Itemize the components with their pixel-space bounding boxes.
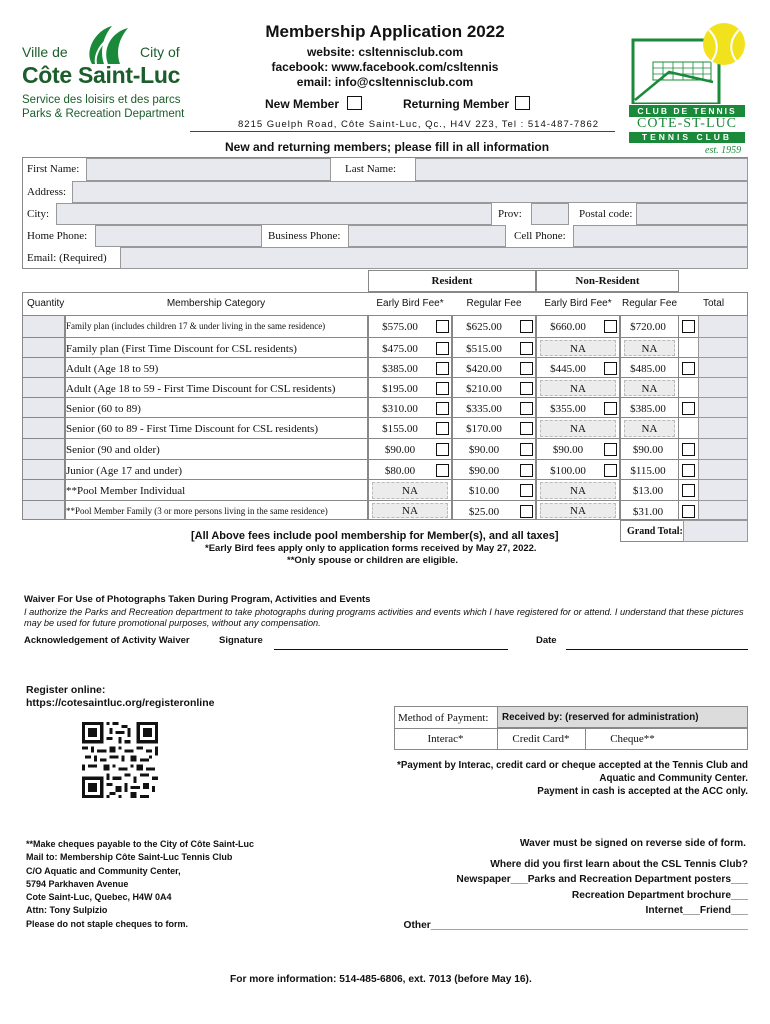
- row-total-input[interactable]: [698, 398, 748, 418]
- price-checkbox[interactable]: [436, 464, 449, 477]
- new-member-label: New Member: [265, 97, 340, 111]
- price-checkbox[interactable]: [520, 422, 533, 435]
- date-line[interactable]: [566, 637, 748, 650]
- membership-category: Senior (60 to 89): [66, 403, 141, 415]
- returning-member-checkbox[interactable]: [515, 96, 530, 110]
- price-checkbox[interactable]: [436, 402, 449, 415]
- price-value: $170.00: [466, 423, 502, 435]
- credit-card-option[interactable]: Credit Card*: [512, 733, 570, 745]
- price-value: $80.00: [384, 465, 416, 477]
- price-value: $575.00: [382, 321, 418, 333]
- nonres-early-header: Early Bird Fee*: [544, 298, 612, 309]
- quantity-input[interactable]: [23, 338, 65, 357]
- membership-category: Senior (60 to 89 - First Time Discount for CSL residents): [66, 423, 318, 435]
- price-checkbox[interactable]: [520, 443, 533, 456]
- quantity-input[interactable]: [23, 398, 65, 417]
- home-phone-input[interactable]: [95, 225, 262, 247]
- price-value: $210.00: [466, 383, 502, 395]
- signature-label: Signature: [219, 635, 263, 646]
- price-value: $660.00: [550, 321, 586, 333]
- membership-category: Senior (90 and older): [66, 444, 160, 456]
- grand-total-input[interactable]: [683, 520, 748, 542]
- quantity-input[interactable]: [23, 378, 65, 397]
- instructions: New and returning members; please fill in all information: [225, 140, 550, 154]
- price-checkbox[interactable]: [436, 422, 449, 435]
- price-na: NA: [372, 503, 448, 518]
- city-name: Côte Saint-Luc: [22, 62, 181, 88]
- price-checkbox[interactable]: [520, 320, 533, 333]
- membership-category: Adult (Age 18 to 59): [66, 363, 159, 375]
- survey-question: Where did you first learn about the CSL Tennis Club?: [490, 859, 748, 870]
- price-checkbox[interactable]: [682, 464, 695, 477]
- nonres-regular-header: Regular Fee: [621, 298, 678, 309]
- payment-note2: Aquatic and Community Center.: [599, 773, 748, 784]
- price-na: NA: [624, 380, 675, 396]
- mail-line3: C/O Aquatic and Community Center,: [26, 865, 181, 876]
- price-checkbox[interactable]: [682, 320, 695, 333]
- mail-info: [26, 838, 254, 931]
- price-value: $31.00: [632, 506, 664, 518]
- row-total-input[interactable]: [698, 358, 748, 378]
- mail-line4: 5794 Parkhaven Avenue: [26, 878, 129, 889]
- price-checkbox[interactable]: [604, 320, 617, 333]
- business-phone-input[interactable]: [348, 225, 506, 247]
- row-total-input[interactable]: [698, 480, 748, 501]
- price-checkbox[interactable]: [436, 382, 449, 395]
- res-early-header: Early Bird Fee*: [376, 298, 444, 309]
- tennis-court-icon: [629, 22, 747, 104]
- mail-line6: Attn: Tony Sulpizio: [26, 905, 108, 916]
- returning-member-label: Returning Member: [403, 97, 510, 111]
- mail-line2: Mail to: Membership Côte Saint-Luc Tennis Club: [26, 852, 233, 863]
- city-line2: Parks & Recreation Department: [22, 108, 185, 120]
- membership-category: Adult (Age 18 to 59 - First Time Discount for CSL residents): [66, 383, 336, 395]
- city-logo: [22, 24, 192, 124]
- fees-note: [All Above fees include pool membership for Member(s), and all taxes]: [191, 530, 559, 542]
- total-header: Total: [702, 298, 725, 309]
- price-value: $445.00: [550, 363, 586, 375]
- club-logo-line1: CLUB DE TENNIS: [629, 105, 745, 117]
- category-header: Membership Category: [166, 298, 266, 309]
- row-total-input[interactable]: [698, 418, 748, 439]
- interac-option[interactable]: Interac*: [427, 733, 464, 745]
- price-checkbox[interactable]: [604, 464, 617, 477]
- price-checkbox[interactable]: [436, 342, 449, 355]
- waiver-reminder: Waver must be signed on reverse side of form.: [519, 838, 746, 849]
- price-na: NA: [540, 503, 616, 518]
- price-checkbox[interactable]: [520, 464, 533, 477]
- price-checkbox[interactable]: [520, 505, 533, 518]
- price-value: $420.00: [466, 363, 502, 375]
- row-total-input[interactable]: [698, 501, 748, 520]
- club-address: 8215 Guelph Road, Côte Saint-Luc, Qc., H4V 2Z3, Tel : 514-487-7862: [238, 119, 600, 130]
- price-value: $90.00: [468, 444, 500, 456]
- city-ville-de: Ville de: [22, 44, 68, 60]
- price-checkbox[interactable]: [604, 362, 617, 375]
- first-name-label: First Name:: [27, 163, 80, 175]
- price-na: NA: [624, 340, 675, 356]
- price-value: $10.00: [468, 485, 500, 497]
- quantity-input[interactable]: [23, 480, 65, 500]
- price-value: $90.00: [552, 444, 584, 456]
- price-value: $100.00: [550, 465, 586, 477]
- cheque-option[interactable]: Cheque**: [610, 733, 655, 745]
- price-value: $310.00: [382, 403, 418, 415]
- price-na: NA: [540, 482, 616, 499]
- received-by-label: Received by: (reserved for administration): [502, 712, 699, 723]
- price-value: $475.00: [382, 343, 418, 355]
- price-value: $720.00: [630, 321, 666, 333]
- row-total-input[interactable]: [698, 338, 748, 358]
- price-value: $90.00: [632, 444, 664, 456]
- price-value: $25.00: [468, 506, 500, 518]
- quantity-input[interactable]: [23, 439, 65, 459]
- quantity-header: Quantity: [27, 298, 65, 309]
- price-value: $90.00: [468, 465, 500, 477]
- business-phone-label: Business Phone:: [268, 230, 341, 242]
- mail-line1: **Make cheques payable to the City of Côte Saint-Luc: [26, 839, 255, 849]
- resident-header: Resident: [431, 275, 473, 287]
- header-rule: [190, 131, 615, 132]
- price-checkbox[interactable]: [682, 505, 695, 518]
- grand-total-label: Grand Total:: [627, 526, 683, 537]
- city-label: City:: [27, 208, 50, 220]
- price-checkbox[interactable]: [520, 402, 533, 415]
- price-na: NA: [540, 420, 616, 437]
- price-value: $625.00: [466, 321, 502, 333]
- website: website: csltennisclub.com: [306, 45, 464, 59]
- city-line1: Service des loisirs et des parcs: [22, 94, 181, 106]
- membership-category: **Pool Member Family (3 or more persons living in the same residence): [66, 506, 328, 516]
- prov-input[interactable]: [531, 203, 569, 225]
- row-total-input[interactable]: [698, 460, 748, 480]
- payment-note1: *Payment by Interac, credit card or cheque accepted at the Tennis Club and: [397, 760, 748, 771]
- quantity-input[interactable]: [23, 460, 65, 479]
- last-name-input[interactable]: [415, 158, 748, 181]
- quantity-input[interactable]: [23, 418, 65, 438]
- club-logo-line3: TENNIS CLUB: [629, 132, 745, 143]
- quantity-input[interactable]: [23, 358, 65, 377]
- contact-email: email: info@csltennisclub.com: [296, 75, 474, 89]
- price-checkbox[interactable]: [520, 484, 533, 497]
- waiver-ack: Acknowledgement of Activity Waiver: [24, 635, 190, 646]
- new-member-checkbox[interactable]: [347, 96, 362, 110]
- waiver-title: Waiver For Use of Photographs Taken During Program, Activities and Events: [24, 594, 371, 605]
- row-total-input[interactable]: [698, 316, 748, 338]
- early-bird-note: *Early Bird fees apply only to application forms received by May 27, 2022.: [205, 543, 537, 554]
- price-checkbox[interactable]: [604, 443, 617, 456]
- membership-category: **Pool Member Individual: [66, 485, 186, 497]
- price-value: $115.00: [630, 465, 666, 477]
- price-value: $155.00: [382, 423, 418, 435]
- city-city-of: City of: [140, 44, 180, 60]
- last-name-label: Last Name:: [345, 163, 397, 175]
- quantity-input[interactable]: [23, 501, 65, 519]
- price-checkbox[interactable]: [604, 402, 617, 415]
- club-logo-line2: COTE-ST-LUC: [637, 116, 737, 131]
- price-value: $355.00: [550, 403, 586, 415]
- membership-category: Junior (Age 17 and under): [66, 465, 183, 477]
- mail-line5: Cote Saint-Luc, Quebec, H4W 0A4: [26, 892, 172, 903]
- page-title: Membership Application 2022: [265, 22, 505, 41]
- payment-note3: Payment in cash is accepted at the ACC only.: [537, 786, 748, 797]
- email-label: Email: (Required): [27, 252, 107, 264]
- membership-category: Family plan (First Time Discount for CSL residents): [66, 343, 297, 355]
- price-checkbox[interactable]: [436, 362, 449, 375]
- survey-other[interactable]: Other________________________________________________________: [403, 920, 748, 931]
- price-checkbox[interactable]: [520, 342, 533, 355]
- survey-options1[interactable]: Newspaper___Parks and Recreation Department posters___: [456, 874, 748, 885]
- payment-method-label: Method of Payment:: [398, 712, 489, 724]
- price-na: NA: [624, 420, 675, 437]
- membership-category: Family plan (includes children 17 & under living in the same residence): [66, 321, 326, 331]
- row-total-input[interactable]: [698, 378, 748, 398]
- price-value: $90.00: [384, 444, 416, 456]
- price-value: $385.00: [630, 403, 666, 415]
- signature-line[interactable]: [274, 637, 508, 650]
- address-input[interactable]: [72, 181, 748, 203]
- price-checkbox[interactable]: [436, 320, 449, 333]
- price-value: $515.00: [466, 343, 502, 355]
- survey-options3[interactable]: Internet___Friend___: [645, 905, 748, 916]
- first-name-input[interactable]: [86, 158, 331, 181]
- cell-phone-input[interactable]: [573, 225, 748, 247]
- price-value: $385.00: [382, 363, 418, 375]
- price-checkbox[interactable]: [520, 382, 533, 395]
- nonresident-header: Non-Resident: [575, 275, 640, 287]
- res-regular-header: Regular Fee: [466, 298, 522, 309]
- qr-code-icon[interactable]: [82, 722, 158, 798]
- price-checkbox[interactable]: [682, 362, 695, 375]
- address-label: Address:: [27, 186, 67, 198]
- city-input[interactable]: [56, 203, 492, 225]
- waiver-text: I authorize the Parks and Recreation department to take photographs during programs activities and events which I have registered for or attend. I understand that these pictures may be used for future promotional purposes, without any compensation.: [24, 607, 744, 628]
- register-title: Register online:: [26, 684, 106, 696]
- survey-options2[interactable]: Recreation Department brochure___: [571, 890, 748, 901]
- email-input[interactable]: [120, 247, 748, 269]
- postal-label: Postal code:: [579, 208, 633, 220]
- price-value: $195.00: [382, 383, 418, 395]
- price-checkbox[interactable]: [682, 484, 695, 497]
- quantity-input[interactable]: [23, 316, 65, 337]
- prov-label: Prov:: [498, 208, 522, 220]
- register-url[interactable]: https://cotesaintluc.org/registeronline: [26, 697, 215, 709]
- price-na: NA: [540, 380, 616, 396]
- price-checkbox[interactable]: [520, 362, 533, 375]
- footer-info: For more information: 514-485-6806, ext. 7013 (before May 16).: [230, 974, 532, 985]
- price-value: $13.00: [632, 485, 664, 497]
- price-na: NA: [540, 340, 616, 356]
- payment-row2: [394, 728, 748, 729]
- facebook: facebook: www.facebook.com/csltennis: [271, 60, 499, 74]
- price-na: NA: [372, 482, 448, 499]
- club-logo: [627, 22, 749, 156]
- price-checkbox[interactable]: [682, 402, 695, 415]
- postal-input[interactable]: [636, 203, 748, 225]
- club-est: est. 1959: [705, 145, 742, 156]
- price-checkbox[interactable]: [682, 443, 695, 456]
- cell-phone-label: Cell Phone:: [514, 230, 566, 242]
- row-total-input[interactable]: [698, 439, 748, 460]
- date-label: Date: [536, 635, 557, 646]
- mail-line7: Please do not staple cheques to form.: [26, 918, 189, 929]
- price-value: $335.00: [466, 403, 502, 415]
- pool-note: **Only spouse or children are eligible.: [287, 555, 459, 566]
- home-phone-label: Home Phone:: [27, 230, 88, 242]
- price-checkbox[interactable]: [436, 443, 449, 456]
- price-value: $485.00: [630, 363, 666, 375]
